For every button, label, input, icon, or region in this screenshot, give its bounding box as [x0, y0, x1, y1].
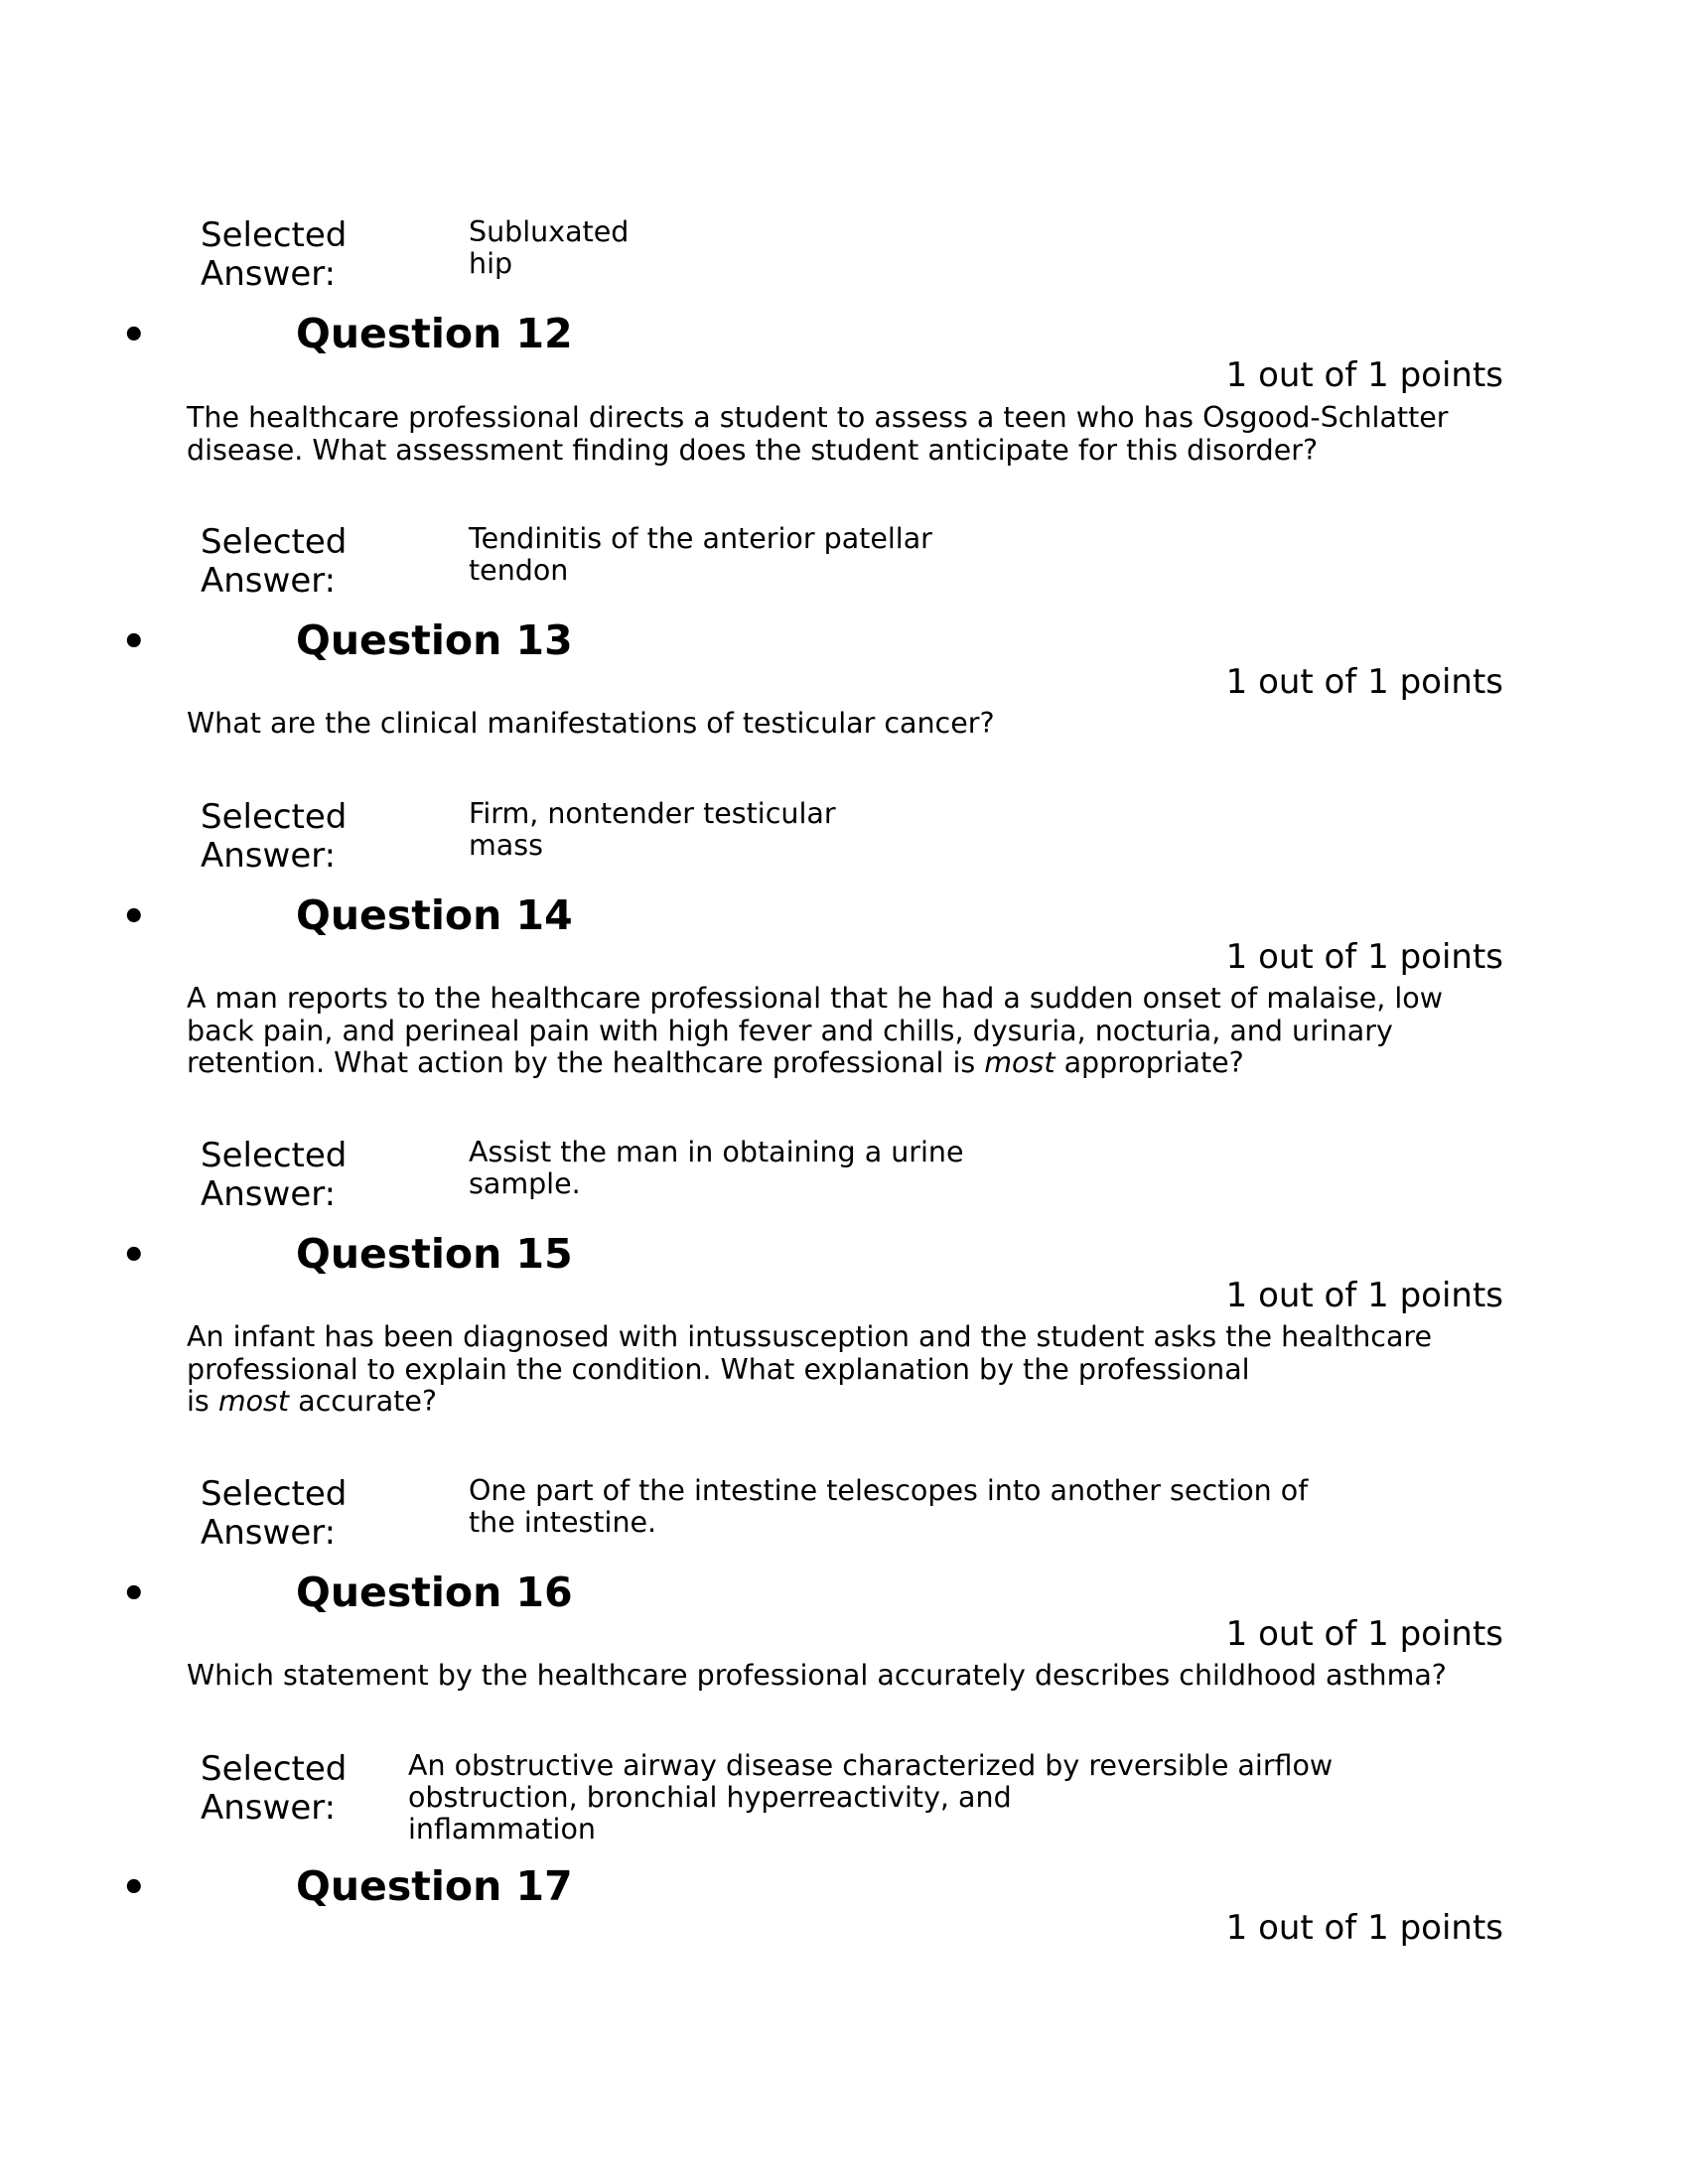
question-text-part: A man reports to the healthcare professional that he had a sudden onset of malaise, low back pain, and perineal pain with high fever and chills, dysuria, nocturia, and urinary retention. What action by the healthcare professional is: [187, 982, 1444, 1079]
list-bullet: •: [121, 1865, 147, 1911]
question-title: Question 14: [296, 891, 573, 939]
selected-answer-text: One part of the intestine telescopes into another section of the intestine.: [469, 1474, 1309, 1539]
question-title: Question 17: [296, 1862, 573, 1910]
list-bullet: •: [121, 313, 147, 358]
list-bullet: •: [121, 1233, 147, 1279]
question-text: [187, 1321, 1557, 1419]
list-bullet: •: [121, 894, 147, 940]
question-title: Question 16: [296, 1569, 573, 1616]
question-text: [187, 983, 1557, 1080]
question-text: Which statement by the healthcare professional accurately describes childhood asthma?: [187, 1659, 1447, 1692]
question-text: The healthcare professional directs a student to assess a teen who has Osgood-Schlatter disease. What assessment finding does the student anticipate for this disorder?: [187, 401, 1449, 467]
selected-answer-text: Assist the man in obtaining a urine sample.: [469, 1136, 964, 1200]
selected-answer-label: Selected Answer:: [201, 1474, 348, 1553]
question-title: Question 15: [296, 1230, 573, 1278]
points-score: 1 out of 1 points: [1225, 937, 1503, 977]
selected-answer-label: Selected Answer:: [201, 522, 348, 601]
points-score: 1 out of 1 points: [1225, 1908, 1503, 1948]
question-text-part: An infant has been diagnosed with intussusception and the student asks the healthcare professional to explain the condition. What explanation by the professional is: [187, 1320, 1433, 1418]
selected-answer-label: Selected Answer:: [201, 1136, 348, 1214]
question-title: Question 13: [296, 616, 573, 664]
question-text-part: accurate?: [289, 1385, 438, 1418]
question-text-emphasis: most: [217, 1385, 290, 1418]
points-score: 1 out of 1 points: [1225, 662, 1503, 702]
points-score: 1 out of 1 points: [1225, 1276, 1503, 1315]
selected-answer-text: Subluxated hip: [469, 215, 630, 280]
selected-answer-label: Selected Answer:: [201, 797, 348, 876]
question-title: Question 12: [296, 310, 573, 357]
points-score: 1 out of 1 points: [1225, 1614, 1503, 1654]
selected-answer-label: Selected Answer:: [201, 1749, 348, 1828]
selected-answer-text: An obstructive airway disease characterized by reversible airflow obstruction, bronchial hyperreactivity, and inflammation: [408, 1749, 1334, 1845]
points-score: 1 out of 1 points: [1225, 355, 1503, 395]
list-bullet: •: [121, 619, 147, 665]
selected-answer-label: Selected Answer:: [201, 215, 348, 294]
selected-answer-text: Firm, nontender testicular mass: [469, 797, 836, 862]
question-text: What are the clinical manifestations of testicular cancer?: [187, 707, 995, 740]
selected-answer-text: Tendinitis of the anterior patellar tendon: [469, 522, 932, 587]
question-text-part: appropriate?: [1055, 1046, 1244, 1079]
list-bullet: •: [121, 1571, 147, 1617]
question-text-emphasis: most: [984, 1046, 1055, 1079]
